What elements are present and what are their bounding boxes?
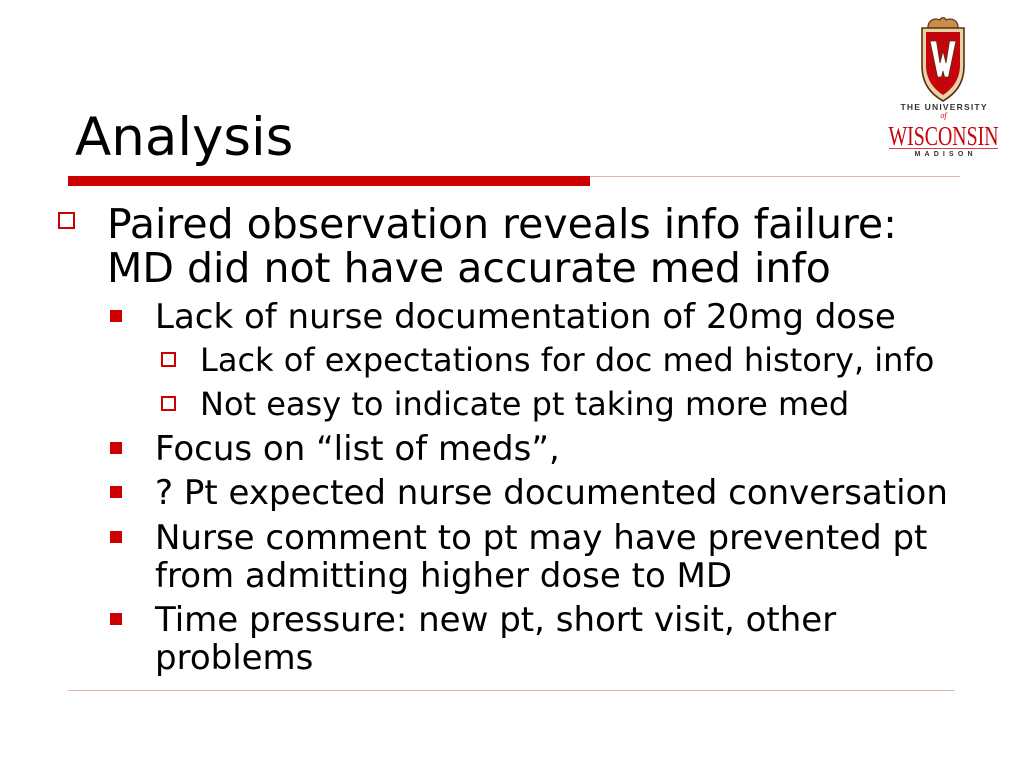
uw-crest-icon: [922, 18, 964, 101]
bullet-level-2: [155, 601, 968, 677]
bullet-level-2: [155, 430, 968, 468]
filled-square-bullet-icon: [110, 531, 122, 543]
bullet-text: Focus on “list of meds”,: [155, 429, 560, 469]
hollow-square-bullet-icon: [161, 352, 176, 367]
footer-rule-line: [68, 690, 955, 691]
filled-square-bullet-icon: [110, 613, 122, 625]
bullet-text: Time pressure: new pt, short visit, other problems: [155, 600, 837, 678]
bullet-text: Nurse comment to pt may have prevented pt from admitting higher dose to MD: [155, 518, 928, 596]
bullet-text: Lack of nurse documentation of 20mg dose: [155, 297, 896, 337]
logo-text-wisconsin: WISCONSIN: [888, 121, 999, 151]
hollow-square-bullet-icon: [58, 212, 75, 229]
bullet-level-1: [107, 202, 968, 290]
university-logo: [886, 14, 1001, 159]
bullet-level-3: [200, 386, 968, 422]
bullet-text: Paired observation reveals info failure: MD did not have accurate med info: [107, 200, 897, 292]
title-rule-line: [590, 176, 960, 177]
bullet-text: Lack of expectations for doc med history, info: [200, 341, 935, 379]
bullet-level-2: [155, 298, 968, 336]
bullet-level-2: [155, 519, 968, 595]
bullet-level-2: [155, 474, 968, 512]
logo-text-madison: MADISON: [914, 151, 973, 158]
logo-text-of: of: [940, 111, 947, 120]
bullet-text: ? Pt expected nurse documented conversation: [155, 473, 948, 513]
filled-square-bullet-icon: [110, 310, 122, 322]
bullet-level-3: [200, 342, 968, 378]
page-title: Analysis: [75, 107, 294, 168]
bullet-text: Not easy to indicate pt taking more med: [200, 385, 850, 423]
filled-square-bullet-icon: [110, 442, 122, 454]
logo-text-university: THE UNIVERSITY: [900, 102, 987, 112]
filled-square-bullet-icon: [110, 486, 122, 498]
hollow-square-bullet-icon: [161, 396, 176, 411]
title-accent-bar: [68, 176, 590, 186]
